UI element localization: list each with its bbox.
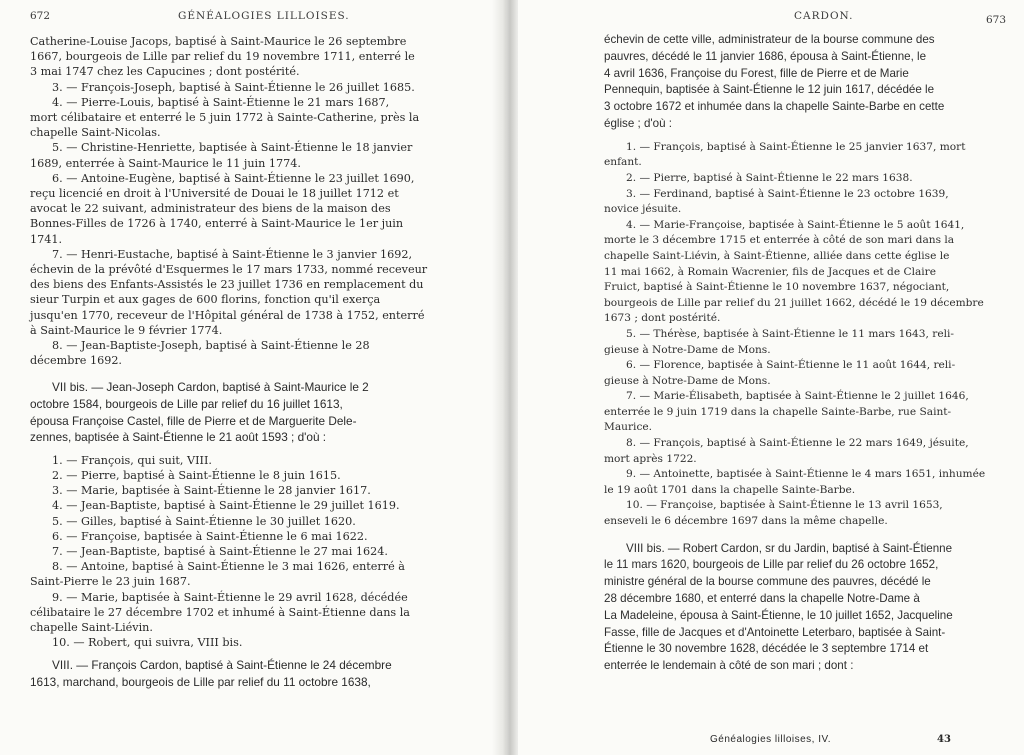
list-item: chapelle Saint-Liévin, à Saint-Étienne, alliée dans cette église le [604,249,950,262]
list-item: 1. — François, qui suit, VIII. [52,453,212,467]
list-item: 4. — Jean-Baptiste, baptisé à Saint-Étienne le 29 juillet 1619. [52,499,400,513]
text-line: La Madeleine, épousa à Saint-Étienne, le 10 juillet 1652, Jacqueline [604,608,953,622]
list-item: 11 mai 1662, à Romain Wacrenier, fils de Jacques et de Claire [604,265,936,278]
text-line: octobre 1584, bourgeois de Lille par relief du 16 juillet 1613, [30,397,343,412]
list-item: enseveli le 6 décembre 1697 dans la même chapelle. [604,515,888,528]
list-item: 3. — Ferdinand, baptisé à Saint-Étienne le 23 octobre 1639, [626,187,949,200]
footer-signature-number: 43 [937,734,951,745]
text-line: zennes, baptisée à Saint-Étienne le 21 août 1593 ; d'où : [30,430,327,445]
list-item: novice jésuite. [604,203,682,216]
text-line: 1741. [30,232,63,246]
list-item: 5. — Thérèse, baptisée à Saint-Étienne le 11 mars 1643, reli- [626,327,954,340]
text-line: échevin de cette ville, administrateur de la bourse commune des [604,33,935,46]
text-line: Pennequin, baptisée à Saint-Étienne le 12 juin 1617, décédée le [604,83,935,97]
text-line: épousa Françoise Castel, fille de Pierre et de Marguerite Dele- [30,413,357,428]
list-item: 1. — François, baptisé à Saint-Étienne le 25 janvier 1637, mort [626,140,966,153]
list-item: Saint-Pierre le 23 juin 1687. [30,575,191,589]
section-heading-vii-bis: VII bis. — Jean-Joseph Cardon, baptisé à Saint-Maurice le 2 [52,380,369,395]
text-line: 28 décembre 1680, et enterré dans la chapelle Notre-Dame à [604,592,920,606]
text-line: décembre 1692. [30,354,122,368]
right-page-text [604,32,986,675]
list-item: 6. — Florence, baptisée à Saint-Étienne le 11 août 1644, reli- [626,359,956,372]
page-number-right: 673 [986,14,1007,26]
list-item: 4. — Marie-Françoise, baptisée à Saint-Étienne le 5 août 1641, [626,218,965,231]
text-line: pauvres, décédé le 11 janvier 1686, épousa à Saint-Étienne, le [604,49,927,63]
text-line: 5. — Christine-Henriette, baptisée à Saint-Étienne le 18 janvier [52,141,413,155]
text-line: 7. — Henri-Eustache, baptisé à Saint-Étienne le 3 janvier 1692, [52,247,413,261]
text-line: chapelle Saint-Nicolas. [30,126,161,140]
text-line: Fasse, fille de Jacques et d'Antoinette Leterbaro, baptisée à Saint- [604,625,946,639]
left-page [0,0,506,755]
list-item: 8. — Antoine, baptisé à Saint-Étienne le 3 mai 1626, enterré à [52,560,405,574]
text-line: 3 octobre 1672 et inhumée dans la chapelle Sainte-Barbe en cette [604,100,945,114]
section-heading-viii: VIII. — François Cardon, baptisé à Saint-Étienne le 24 décembre [52,658,392,673]
list-item: mort après 1722. [604,452,697,465]
list-item: 9. — Antoinette, baptisée à Saint-Étienne le 4 mars 1651, inhumée [626,468,986,481]
list-item: le 19 août 1701 dans la chapelle Sainte-Barbe. [604,483,856,496]
text-line: 6. — Antoine-Eugène, baptisé à Saint-Étienne le 23 juillet 1690, [52,171,415,185]
list-item: 6. — Françoise, baptisée à Saint-Étienne le 6 mai 1622. [52,529,368,543]
list-item: 3. — Marie, baptisée à Saint-Étienne le 28 janvier 1617. [52,484,371,498]
list-item: 10. — Françoise, baptisée à Saint-Étienne le 13 avril 1653, [626,499,943,512]
list-item: 7. — Jean-Baptiste, baptisé à Saint-Étienne le 27 mai 1624. [52,545,388,559]
text-line: enterrée le lendemain à côté de son mari ; dont : [604,659,854,673]
left-page-text [30,34,478,691]
text-line: 4 avril 1636, Françoise du Forest, fille de Pierre et de Marie [604,66,909,80]
text-line: reçu licencié en droit à l'Université de Douai le 18 juillet 1712 et [30,187,399,201]
text-line: à Saint-Maurice le 9 février 1774. [30,323,223,337]
text-line: mort célibataire et enterré le 5 juin 1772 à Sainte-Catherine, près la [30,111,420,125]
list-item: 2. — Pierre, baptisé à Saint-Étienne le 8 juin 1615. [52,469,341,483]
text-line: échevin de la prévôté d'Esquermes le 17 mars 1733, nommé receveur [30,263,428,277]
list-item: célibataire le 27 décembre 1702 et inhumé à Saint-Étienne dans la [30,605,410,619]
text-line: 1689, enterrée à Saint-Maurice le 11 juin 1774. [30,156,301,170]
section-heading-viii-bis: VIII bis. — Robert Cardon, sr du Jardin, baptisé à Saint-Étienne [626,541,953,555]
list-item: 10. — Robert, qui suivra, VIII bis. [52,636,243,650]
text-line: avocat le 22 suivant, administrateur des biens de la maison des [30,202,391,216]
list-item: Maurice. [604,421,653,434]
list-item: 7. — Marie-Élisabeth, baptisée à Saint-Étienne le 2 juillet 1646, [626,390,969,403]
list-item: 5. — Gilles, baptisé à Saint-Étienne le 30 juillet 1620. [52,514,356,528]
text-line: 3. — François-Joseph, baptisé à Saint-Étienne le 26 juillet 1685. [52,80,415,94]
text-line: 8. — Jean-Baptiste-Joseph, baptisé à Saint-Étienne le 28 [52,339,370,353]
text-line: 1613, marchand, bourgeois de Lille par relief du 11 octobre 1638, [30,675,371,690]
running-head-right: CARDON. [794,10,854,22]
text-line: le 11 mars 1620, bourgeois de Lille par relief du 26 octobre 1652, [604,558,939,572]
list-item: bourgeois de Lille par relief du 21 juillet 1662, décédé le 19 décembre [604,296,984,309]
list-item: gieuse à Notre-Dame de Mons. [604,374,771,387]
text-line: Étienne le 30 novembre 1628, décédée le 3 septembre 1714 et [604,642,929,656]
list-item: morte le 3 décembre 1715 et enterrée à côté de son mari dans la [604,234,955,247]
list-item: gieuse à Notre-Dame de Mons. [604,343,771,356]
list-item: 8. — François, baptisé à Saint-Étienne le 22 mars 1649, jésuite, [626,437,969,450]
text-line: sieur Turpin et aux gages de 600 florins, fonction qu'il exerça [30,293,381,307]
text-line: des biens des Enfants-Assistés le 23 juillet 1736 en remplacement du [30,278,424,292]
list-item: 9. — Marie, baptisée à Saint-Étienne le 29 avril 1628, décédée [52,590,408,604]
text-line: 4. — Pierre-Louis, baptisé à Saint-Étienne le 21 mars 1687, [52,95,390,109]
running-head-left: GÉNÉALOGIES LILLOISES. [178,10,350,22]
list-item: chapelle Saint-Liévin. [30,621,153,635]
list-item: 1673 ; dont postérité. [604,312,721,325]
list-item: enfant. [604,156,642,169]
text-line: ministre général de la bourse commune des pauvres, décédé le [604,575,931,589]
list-item: Fruict, baptisé à Saint-Étienne le 10 novembre 1637, négociant, [604,281,950,294]
text-line: jusqu'en 1770, receveur de l'Hôpital général de 1738 à 1752, enterré [30,308,425,322]
footer-book-title: Généalogies lilloises, IV. [710,734,832,745]
list-item: enterrée le 9 juin 1719 dans la chapelle Sainte-Barbe, rue Saint- [604,405,952,418]
text-line: Catherine-Louise Jacops, baptisé à Saint-Maurice le 26 septembre [30,35,407,48]
page-number-left: 672 [30,10,51,22]
text-line: 1667, bourgeois de Lille par relief du 19 novembre 1711, enterré le [30,50,415,64]
text-line: église ; d'où : [604,116,672,130]
text-line: 3 mai 1747 chez les Capucines ; dont postérité. [30,65,300,79]
text-line: Bonnes-Filles de 1726 à 1740, enterré à Saint-Maurice le 1er juin [30,217,404,231]
list-item: 2. — Pierre, baptisé à Saint-Étienne le 22 mars 1638. [626,171,913,184]
